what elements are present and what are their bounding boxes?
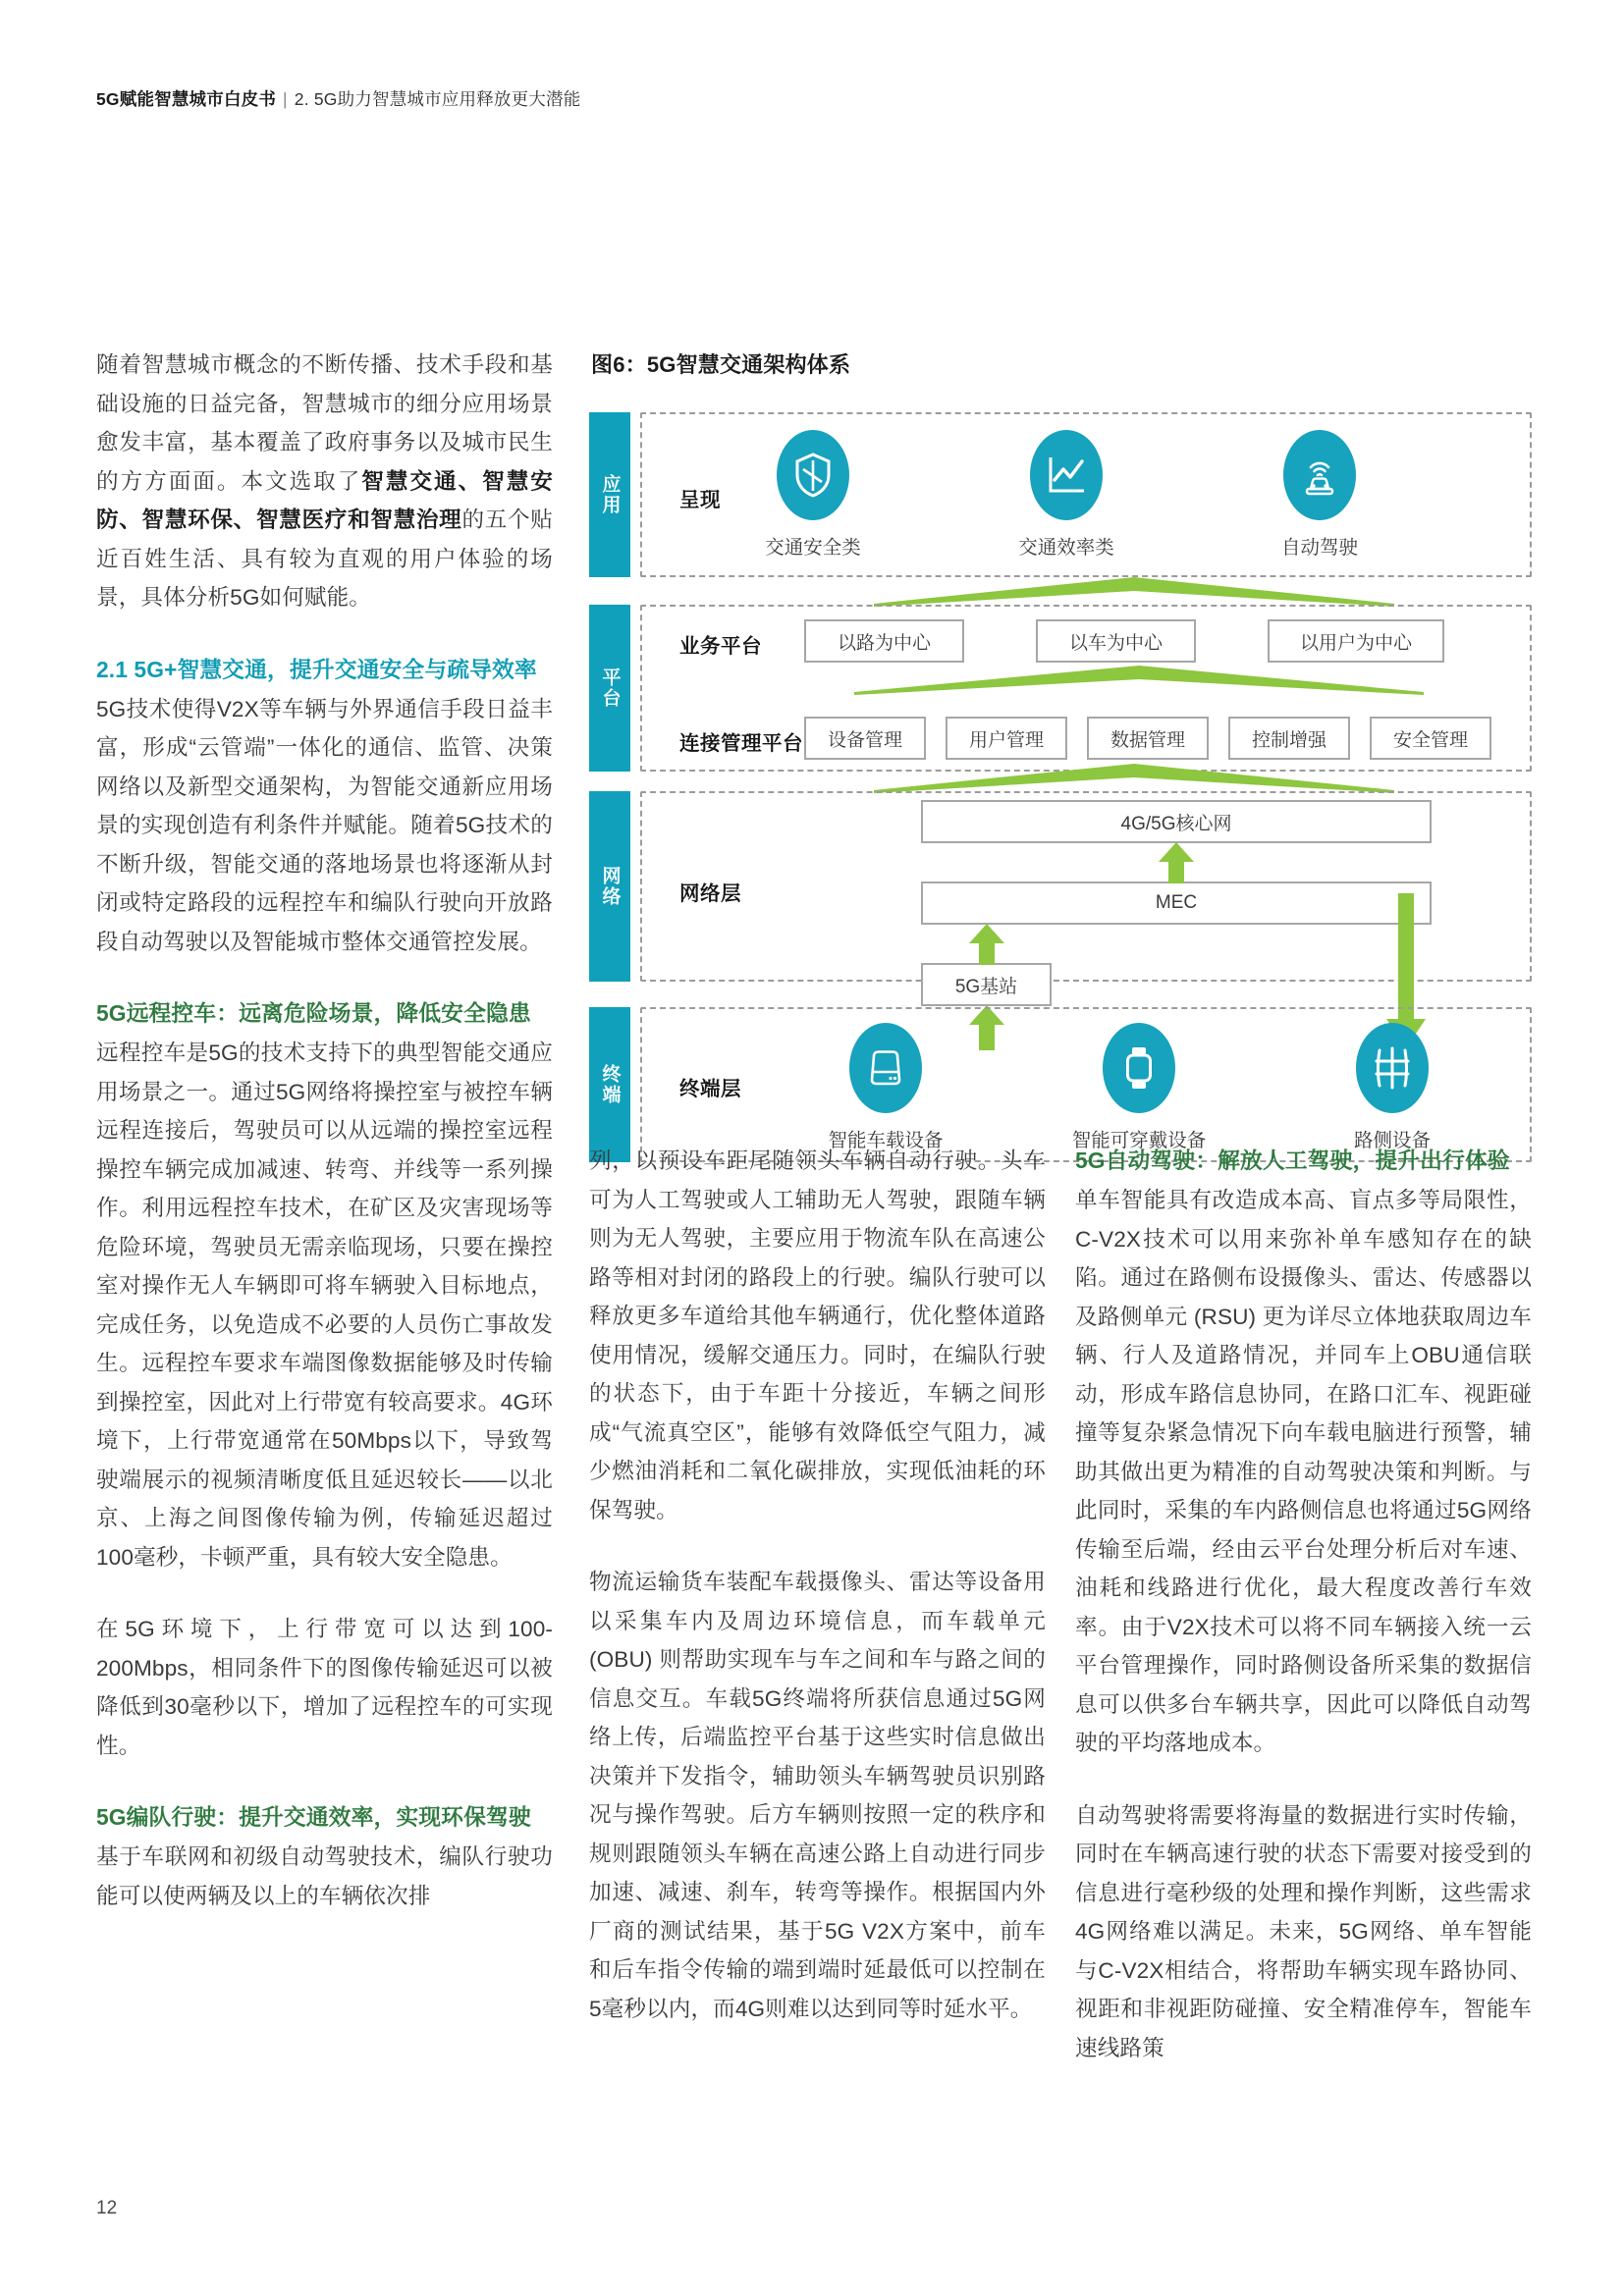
layer-tab-terminal: 终端 — [589, 1007, 630, 1162]
subsection-heading-platooning: 5G编队行驶：提升交通效率，实现环保驾驶 — [96, 1804, 531, 1830]
row-label-business-platform: 业务平台 — [679, 635, 762, 658]
subsection-heading-autonomous-driving: 5G自动驾驶：解放人工驾驶，提升出行体验 — [1075, 1148, 1510, 1173]
terminal-caption-roadside: 路侧设备 — [1353, 1130, 1431, 1151]
application-caption-safety: 交通安全类 — [765, 537, 861, 559]
running-header — [96, 86, 580, 111]
shield-icon — [777, 430, 849, 520]
connection-platform-box-security: 安全管理 — [1370, 717, 1491, 760]
line-chart-icon — [1030, 430, 1103, 520]
platooning-paragraph-1: 基于车联网和初级自动驾驶技术，编队行驶功能可以使两辆及以上的车辆依次排 — [96, 1844, 553, 1908]
smartwatch-icon — [1103, 1023, 1175, 1113]
connection-platform-box-data: 数据管理 — [1087, 717, 1209, 760]
green-chevron-up-to-platform — [874, 764, 1394, 793]
connection-platform-box-control: 控制增强 — [1228, 717, 1350, 760]
green-arrow-base-station-to-mec — [967, 924, 1006, 965]
business-platform-box-vehicle: 以车为中心 — [1036, 619, 1196, 663]
network-box-base-station: 5G基站 — [921, 963, 1052, 1006]
intro-part-c: 的五个贴近百姓生活、具有较为直观的用户体验的场景，具体分析5G如何赋能。 — [96, 507, 553, 610]
autonomous-paragraph-2: 自动驾驶将需要将海量的数据进行实时传输，同时在车辆高速行驶的状态下需要对接受到的信息进行毫秒级的处理和操作判断，这些需求4G网络难以满足。未来，5G网络、单车智能与C-V2X相结合，将帮助车辆实现车路协同、视距和非视距防碰撞、安全精准停车，智能车速线路策 — [1075, 1802, 1532, 2060]
layer-tab-platform: 平台 — [589, 605, 630, 772]
middle-column — [589, 1142, 1046, 2061]
right-column — [1075, 1142, 1532, 2101]
vehicle-device-icon — [849, 1023, 922, 1113]
section-heading-2-1: 2.1 5G+智慧交通，提升交通安全与疏导效率 — [96, 656, 537, 682]
row-label-connection-platform: 连接管理平台 — [679, 732, 803, 755]
figure-title: 图6：5G智慧交通架构体系 — [591, 352, 851, 377]
page-number: 12 — [96, 2198, 118, 2218]
autonomous-paragraph-1: 单车智能具有改造成本高、盲点多等局限性，C-V2X技术可以用来弥补单车感知存在的缺陷。通过在路侧布设摄像头、雷达、传感器以及路侧单元 (RSU) 更为详尽立体地获取周边车辆、行人及道路情况，并同车上OBU通信联动，形成车路信息协同，在路口汇车、视距碰撞等复杂紧急情况下向车载电脑进行预警，辅助其做出更为精准的自动驾驶决策和判断。与此同时，采集的车内路侧信息也将通过5G网络传输至后端，经由云平台处理分析后对车速、油耗和线路进行优化，最大程度改善行车效率。由于V2X技术可以将不同车辆接入统一云平台管理操作，同时路侧设备所采集的数据信息可以供多台车辆共享，因此可以降低自动驾驶的平均落地成本。 — [1075, 1188, 1532, 1755]
left-column — [96, 346, 553, 1949]
header-chapter: 2. 5G助力智慧城市应用释放更大潜能 — [294, 89, 581, 109]
layer-tab-application: 应用 — [589, 412, 630, 577]
layer-tab-network: 网络 — [589, 791, 630, 982]
connection-platform-box-device: 设备管理 — [804, 717, 926, 760]
middle-paragraph-2: 物流运输货车装配车载摄像头、雷达等设备用以采集车内及周边环境信息，而车载单元 (OBU) 则帮助实现车与车之间和车与路之间的信息交互。车载5G终端将所获信息通过5G网络上传，后端监控平台基于这些实时信息做出决策并下发指令，辅助领头车辆驾驶员识别路况与操作驾驶。后方车辆则按照一定的秩序和规则跟随领头车辆在高速公路上自动进行同步加速、减速、刹车，转弯等操作。根据国内外厂商的测试结果，基于5G V2X方案中，前车和后车指令传输的端到端时延最低可以控制在5毫秒以内，而4G则难以达到同等时延水平。 — [589, 1570, 1046, 2021]
middle-paragraph-1: 列，以预设车距尾随领头车辆自动行驶。头车可为人工驾驶或人工辅助无人驾驶，跟随车辆则为无人驾驶，主要应用于物流车队在高速公路等相对封闭的路段上的行驶。编队行驶可以释放更多车道给其他车辆通行，优化整体道路使用情况，缓解交通压力。同时，在编队行驶的状态下，由于车距十分接近，车辆之间形成“气流真空区”，能够有效降低空气阻力，减少燃油消耗和二氧化碳排放，实现低油耗的环保驾驶。 — [589, 1148, 1046, 1522]
connection-platform-box-user: 用户管理 — [946, 717, 1067, 760]
intro-paragraph — [96, 346, 553, 617]
business-platform-box-user: 以用户为中心 — [1268, 619, 1444, 663]
row-label-terminal-layer: 终端层 — [679, 1078, 741, 1100]
terminal-caption-wearable: 智能可穿戴设备 — [1071, 1130, 1207, 1151]
terminal-caption-vehicle-device: 智能车载设备 — [828, 1130, 944, 1151]
roadside-unit-icon — [1356, 1023, 1429, 1113]
remote-control-paragraph-1: 远程控车是5G的技术支持下的典型智能交通应用场景之一。通过5G网络将操控室与被控车辆远程连接后，驾驶员可以从远端的操控室远程操控车辆完成加减速、转弯、并线等一系列操作。利用远程控车技术，在矿区及灾害现场等危险环境，驾驶员无需亲临现场，只要在操控室对操作无人车辆即可将车辆驶入目标地点，完成任务，以免造成不必要的人员伤亡事故发生。远程控车要求车端图像数据能够及时传输到操控室，因此对上行带宽有较高要求。4G环境下，上行带宽通常在50Mbps以下，导致驾驶端展示的视频清晰度低且延迟较长——以北京、上海之间图像传输为例，传输延迟超过100毫秒，卡顿严重，具有较大安全隐患。 — [96, 1041, 553, 1570]
green-chevron-up-to-application — [874, 577, 1394, 607]
section-paragraph: 5G技术使得V2X等车辆与外界通信手段日益丰富，形成“云管端”一体化的通信、监管、决策网络以及新型交通架构，为智能交通新应用场景的实现创造有利条件并赋能。随着5G技术的不断升级，智能交通的落地场景也将逐渐从封闭或特定路段的远程控车和编队行驶向开放路段自动驾驶以及智能城市整体交通管控发展。 — [96, 696, 553, 954]
intro-bold-terms: 智慧交通、智慧安防、智慧环保、智慧医疗和智慧治理 — [96, 468, 553, 532]
green-chevron-up-to-business-platform — [854, 666, 1424, 695]
subsection-heading-remote-control: 5G远程控车：远离危险场景，降低安全隐患 — [96, 1000, 531, 1026]
application-caption-autonomous: 自动驾驶 — [1280, 537, 1358, 559]
header-separator: | — [283, 89, 288, 109]
network-box-core: 4G/5G核心网 — [921, 800, 1432, 843]
application-caption-efficiency: 交通效率类 — [1018, 537, 1114, 559]
business-platform-box-road: 以路为中心 — [804, 619, 964, 663]
autonomous-car-icon — [1283, 430, 1356, 520]
figure-6 — [589, 348, 1532, 1151]
figure-diagram — [589, 412, 1532, 1151]
remote-control-paragraph-2: 在5G环境下，上行带宽可以达到100-200Mbps，相同条件下的图像传输延迟可以被降低到30毫秒以下，增加了远程控车的可实现性。 — [96, 1617, 553, 1758]
intro-part-a: 随着智慧城市概念的不断传播、技术手段和基础设施的日益完备，智慧城市的细分应用场景愈发丰富，基本覆盖了政府事务以及城市民生的方方面面。本文选取了 — [96, 352, 553, 494]
green-arrow-mec-to-core — [1157, 842, 1196, 883]
row-label-presentation: 呈现 — [679, 489, 721, 511]
header-book-title: 5G赋能智慧城市白皮书 — [96, 89, 277, 109]
network-box-mec: MEC — [921, 881, 1432, 925]
row-label-network-layer: 网络层 — [679, 882, 741, 905]
